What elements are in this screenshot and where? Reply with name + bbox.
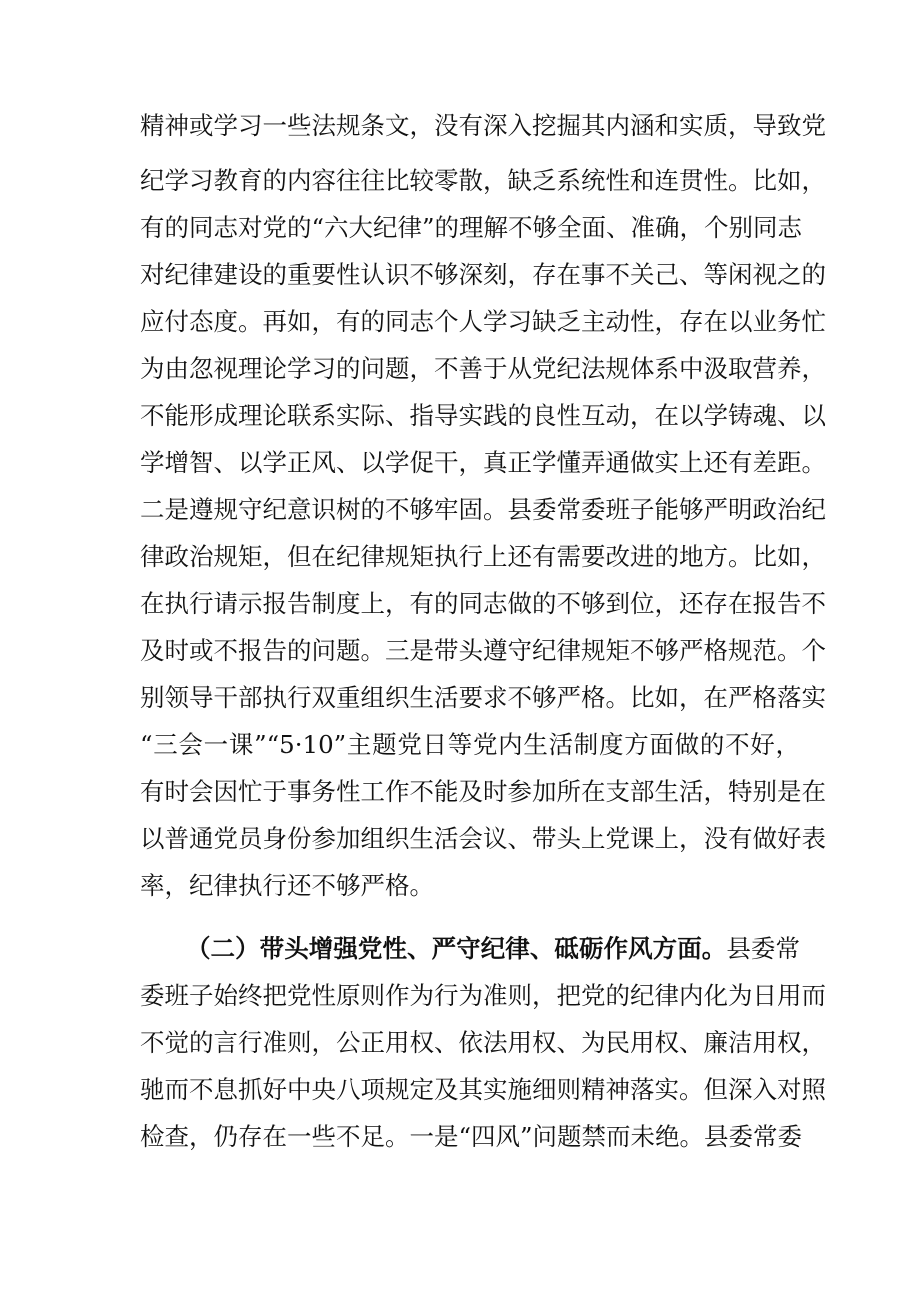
- body-text-line: “三会一课”“5·10”主题党日等党内生活制度方面做的不好，: [140, 730, 800, 759]
- section-heading-line: [186, 929, 800, 969]
- body-text-line: 有的同志对党的“六大纪律”的理解不够全面、准确，个别同志: [140, 213, 803, 242]
- body-text-line: 及时或不报告的问题。三是带头遵守纪律规矩不够严格规范。个: [140, 636, 826, 665]
- body-text-line: 驰而不息抓好中央八项规定及其实施细则精神落实。但深入对照: [140, 1075, 826, 1104]
- body-text-line: 以普通党员身份参加组织生活会议、带头上党课上，没有做好表: [140, 824, 826, 853]
- body-text-line: 对纪律建设的重要性认识不够深刻，存在事不关己、等闲视之的: [140, 260, 826, 289]
- body-text-line: 应付态度。再如，有的同志个人学习缺乏主动性，存在以业务忙: [140, 307, 826, 336]
- body-text-line: 纪学习教育的内容往往比较零散，缺乏系统性和连贯性。比如，: [140, 166, 826, 195]
- body-text-line: 二是遵规守纪意识树的不够牢固。县委常委班子能够严明政治纪: [140, 495, 826, 524]
- section-heading: （二）带头增强党性、严守纪律、砥砺作风方面。: [186, 934, 727, 963]
- body-text-line: 为由忽视理论学习的问题，不善于从党纪法规体系中汲取营养，: [140, 354, 826, 383]
- body-text-line: 在执行请示报告制度上，有的同志做的不够到位，还存在报告不: [140, 589, 826, 618]
- body-text-line: 检查，仍存在一些不足。一是“四风”问题禁而未绝。县委常委: [140, 1122, 803, 1151]
- body-text-run: 县委常: [726, 934, 800, 963]
- body-text-line: 不觉的言行准则，公正用权、依法用权、为民用权、廉洁用权，: [140, 1028, 826, 1057]
- body-text-line: 有时会因忙于事务性工作不能及时参加所在支部生活，特别是在: [140, 777, 826, 806]
- body-text-line: 律政治规矩，但在纪律规矩执行上还有需要改进的地方。比如，: [140, 542, 826, 571]
- body-text-line: 率，纪律执行还不够严格。: [140, 871, 434, 900]
- body-text-line: 委班子始终把党性原则作为行为准则，把党的纪律内化为日用而: [140, 981, 826, 1010]
- body-text-line: 精神或学习一些法规条文，没有深入挖掘其内涵和实质，导致党: [140, 111, 826, 140]
- body-text-line: 别领导干部执行双重组织生活要求不够严格。比如，在严格落实: [140, 683, 826, 712]
- body-text-line: 学增智、以学正风、以学促干，真正学懂弄通做实上还有差距。: [140, 448, 826, 477]
- body-text-line: 不能形成理论联系实际、指导实践的良性互动，在以学铸魂、以: [140, 401, 826, 430]
